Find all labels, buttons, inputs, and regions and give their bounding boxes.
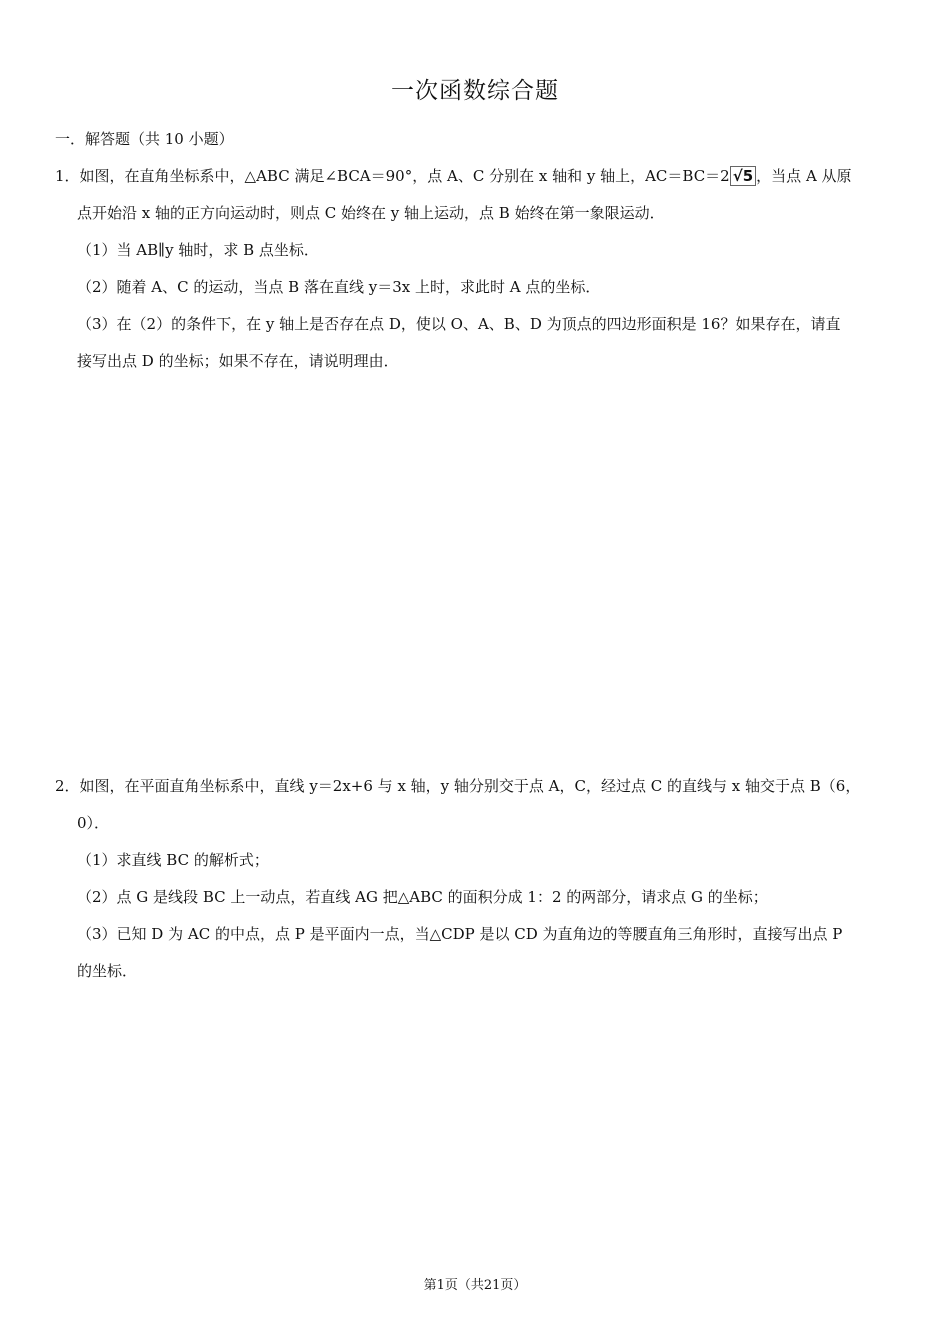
section-heading: 一．解答题（共 10 小题） bbox=[55, 130, 234, 148]
page-footer: 第1页（共21页） bbox=[423, 1278, 527, 1293]
question-1-part-3-line-1: （3）在（2）的条件下，在 y 轴上是否存在点 D，使以 O、A、B、D 为顶点的四边形面积是 16？如果存在，请直 bbox=[77, 315, 841, 333]
question-1-stem-line-2: 点开始沿 x 轴的正方向运动时，则点 C 始终在 y 轴上运动，点 B 始终在第一象限运动． bbox=[77, 204, 665, 222]
question-1 bbox=[55, 158, 900, 380]
question-2 bbox=[55, 768, 900, 990]
question-2-part-3-line-1: （3）已知 D 为 AC 的中点，点 P 是平面内一点，当△CDP 是以 CD 为直角边的等腰直角三角形时，直接写出点 P bbox=[77, 925, 843, 943]
page-title: 一次函数综合题 bbox=[391, 78, 559, 104]
sqrt-five-formula: √5 bbox=[730, 166, 756, 186]
question-2-part-3-line-2: 的坐标． bbox=[77, 962, 138, 980]
question-1-stem-line-1 bbox=[55, 158, 900, 195]
question-1-stem-text-b: ，当点 A 从原 bbox=[756, 167, 852, 185]
question-1-stem-text-a: 1．如图，在直角坐标系中，△ABC 满足∠BCA＝90°，点 A、C 分别在 x 轴和 y 轴上，AC＝BC＝2 bbox=[55, 167, 730, 185]
question-1-part-2: （2）随着 A、C 的运动，当点 B 落在直线 y＝3x 上时，求此时 A 点的坐标． bbox=[77, 278, 601, 296]
question-2-part-2: （2）点 G 是线段 BC 上一动点，若直线 AG 把△ABC 的面积分成 1：2 的两部分，请求点 G 的坐标； bbox=[77, 888, 768, 906]
question-2-stem-line-1: 2．如图，在平面直角坐标系中，直线 y＝2x+6 与 x 轴，y 轴分别交于点 A，C，经过点 C 的直线与 x 轴交于点 B（6， bbox=[55, 777, 861, 795]
question-2-stem-line-2: 0）． bbox=[77, 814, 110, 832]
question-1-part-3-line-2: 接写出点 D 的坐标；如果不存在，请说明理由． bbox=[77, 352, 399, 370]
question-2-part-1: （1）求直线 BC 的解析式； bbox=[77, 851, 269, 869]
question-1-part-1: （1）当 AB∥y 轴时，求 B 点坐标． bbox=[77, 241, 319, 259]
